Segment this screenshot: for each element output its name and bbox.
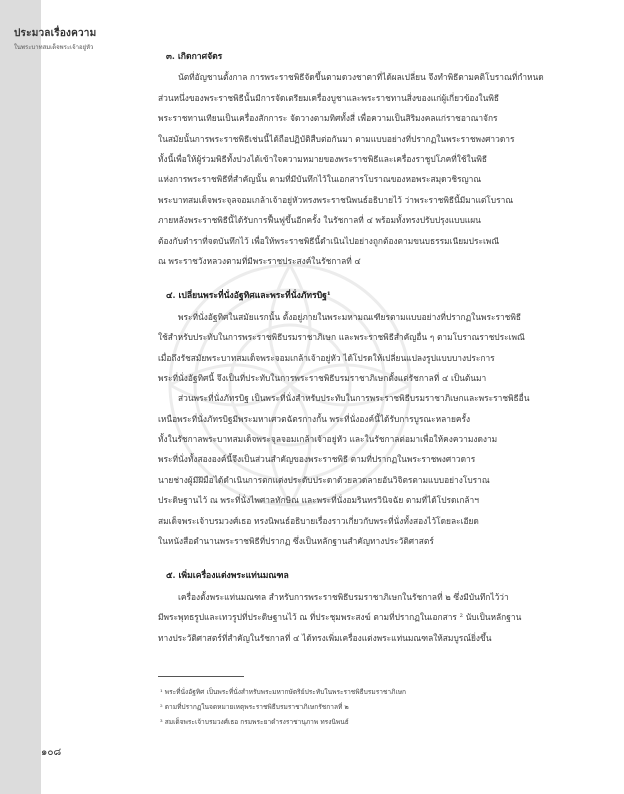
text-line: ในสมัยนั้นการพระราชพิธีเช่นนี้ได้ถือปฏิบัติสืบต่อกันมา ตามแบบอย่างที่ปรากฏในพระราชพงศาวดาร [158, 133, 515, 144]
running-header [14, 26, 134, 52]
footnote: ³ สมเด็จพระเจ้าบรมวงศ์เธอ กรมพระยาดำรงราชานุภาพ ทรงนิพนธ์ [160, 718, 349, 726]
section-heading: ๔. เปลี่ยนพระที่นั่งอัฐทิศและพระที่นั่งภัทรบิฐ¹ [166, 291, 331, 302]
text-line: ภายหลังพระราชพิธีนี้ได้รับการฟื้นฟูขึ้นอีกครั้ง ในรัชกาลที่ ๔ พร้อมทั้งทรงปรับปรุงแบบแผน [158, 215, 481, 226]
text-line: ณ พระราชวังหลวงตามที่มีพระราชประสงค์ในรัชกาลที่ ๔ [158, 255, 361, 266]
text-line: ต้องกับตำราที่จดบันทึกไว้ เพื่อให้พระราชพิธีนี้ดำเนินไปอย่างถูกต้องตามขนบธรรมเนียมประเพณี [158, 235, 500, 246]
text-line: เหนือพระที่นั่งภัทรบิฐมีพระมหาเศวตฉัตรกางกั้น พระที่นั่งองค์นี้ได้รับการบูรณะหลายครั้ง [158, 413, 471, 424]
section-7 [158, 566, 573, 648]
text-line: พระบาทสมเด็จพระจุลจอมเกล้าเจ้าอยู่หัวทรงพระราชนิพนธ์อธิบายไว้ ว่าพระราชพิธีนี้มีมาแต่โบราณ [158, 194, 514, 205]
footnote: ¹ พระที่นั่งอัฐทิศ เป็นพระที่นั่งสำหรับพระมหากษัตริย์ประทับในพระราชพิธีบรมราชาภิเษก [160, 688, 407, 696]
text-line: ส่วนพระที่นั่งภัทรบิฐ เป็นพระที่นั่งสำหรับประทับในการพระราชพิธีบรมราชาภิเษกและพระราชพิธีอื่น [178, 393, 530, 404]
section-5 [158, 47, 573, 271]
text-line: นายช่างผู้มีฝีมือได้ดำเนินการตกแต่งประดับประดาด้วยลวดลายอันวิจิตรตามแบบอย่างโบราณ [158, 474, 490, 485]
paragraph [158, 587, 573, 648]
section-6 [158, 286, 573, 551]
footnotes [160, 685, 570, 730]
text-line: เมื่อถึงรัชสมัยพระบาทสมเด็จพระจอมเกล้าเจ้าอยู่หัว ได้โปรดให้เปลี่ยนแปลงรูปแบบบางประการ [158, 352, 495, 363]
text-line: พระราชทานเทียนเป็นเครื่องสักการะ จัดวางตามทิศทั้งสี่ เพื่อความเป็นสิริมงคลแก่ราชอาณาจักร [158, 113, 498, 124]
footnote-divider [158, 676, 244, 677]
text-line: พระที่นั่งทั้งสององค์นี้จึงเป็นส่วนสำคัญของพระราชพิธี ตามที่ปรากฏในพระราชพงศาวดาร [158, 454, 476, 465]
page-number: ๑๐๘ [41, 747, 62, 758]
section-heading: ๓. เกิดกาศจัตร [166, 52, 223, 62]
header-subtitle: ในพระบาทสมเด็จพระเจ้าอยู่หัว [14, 44, 94, 51]
text-line: เครื่องตั้งพระแท่นมณฑล สำหรับการพระราชพิธีบรมราชาภิเษกในรัชกาลที่ ๒ ซึ่งมีบันทึกไว้ว่า [178, 591, 509, 602]
paragraph [158, 307, 573, 389]
page-body [158, 47, 573, 648]
section-heading: ๕. เพิ่มเครื่องแต่งพระแท่นมณฑล [166, 571, 289, 582]
text-line: มีพระพุทธรูปและเทวรูปที่ประดิษฐานไว้ ณ ที่ประชุมพระสงฆ์ ตามที่ปรากฏในเอกสาร ² นับเป็นหลักฐาน [158, 612, 522, 623]
text-line: ทั้งนี้เพื่อให้ผู้ร่วมพิธีทั้งปวงได้เข้าใจความหมายของพระราชพิธีและเครื่องราชูปโภคที่ใช้ในพิธี [158, 153, 488, 164]
left-margin-strip [0, 0, 41, 794]
footnote: ² ตามที่ปรากฏในจดหมายเหตุพระราชพิธีบรมราชาภิเษกรัชกาลที่ ๒ [160, 703, 349, 711]
paragraph [158, 388, 573, 551]
text-line: ทั้งในรัชกาลพระบาทสมเด็จพระจุลจอมเกล้าเจ้าอยู่หัว และในรัชกาลต่อมาเพื่อให้คงความงดงาม [158, 434, 498, 445]
paragraph [158, 67, 573, 271]
text-line: ในหนังสือตำนานพระราชพิธีที่ปรากฏ ซึ่งเป็นหลักฐานสำคัญทางประวัติศาสตร์ [158, 536, 434, 547]
text-line: ใช้สำหรับประทับในการพระราชพิธีบรมราชาภิเษก และพระราชพิธีสำคัญอื่น ๆ ตามโบราณราชประเพณี [158, 332, 525, 343]
header-title: ประมวลเรื่องความ [14, 28, 97, 39]
text-line: นัตที่อัญชานตั้งกาล การพระราชพิธีจัดขึ้นตามดวงชาตาที่ได้ผลเปลี่ยน จึงทำพิธีตามคติโบราณที่กำหนด [178, 72, 544, 83]
text-line: สมเด็จพระเจ้าบรมวงศ์เธอ ทรงนิพนธ์อธิบายเรื่องราวเกี่ยวกับพระที่นั่งทั้งสองไว้โดยละเอียด [158, 515, 479, 526]
text-line: พระที่นั่งอัฐทิศในสมัยแรกนั้น ตั้งอยู่ภายในพระมหามณเฑียรตามแบบอย่างที่ปรากฏในพระราชพิธี [178, 311, 521, 322]
text-line: ส่วนหนึ่งของพระราชพิธีนั้นมีการจัดเตรียมเครื่องบูชาและพระราชทานสิ่งของแก่ผู้เกี่ยวข้องในพิธี [158, 92, 499, 103]
text-line: ทางประวัติศาสตร์ที่สำคัญในรัชกาลที่ ๔ ได้ทรงเพิ่มเครื่องแต่งพระแท่นมณฑลให้สมบูรณ์ยิ่งขึ้น [158, 632, 492, 643]
text-line: แห่งการพระราชพิธีที่สำคัญนั้น ตามที่มีบันทึกไว้ในเอกสารโบราณของหอพระสมุดวชิรญาณ [158, 174, 482, 185]
text-line: พระที่นั่งอัฐทิศนี้ จึงเป็นที่ประทับในการพระราชพิธีบรมราชาภิเษกตั้งแต่รัชกาลที่ ๔ เป็นต้นมา [158, 372, 487, 383]
text-line: ประดิษฐานไว้ ณ พระที่นั่งไพศาลทักษิณ และพระที่นั่งอมรินทรวินิจฉัย ตามที่ได้โปรดเกล้าฯ [158, 495, 479, 506]
